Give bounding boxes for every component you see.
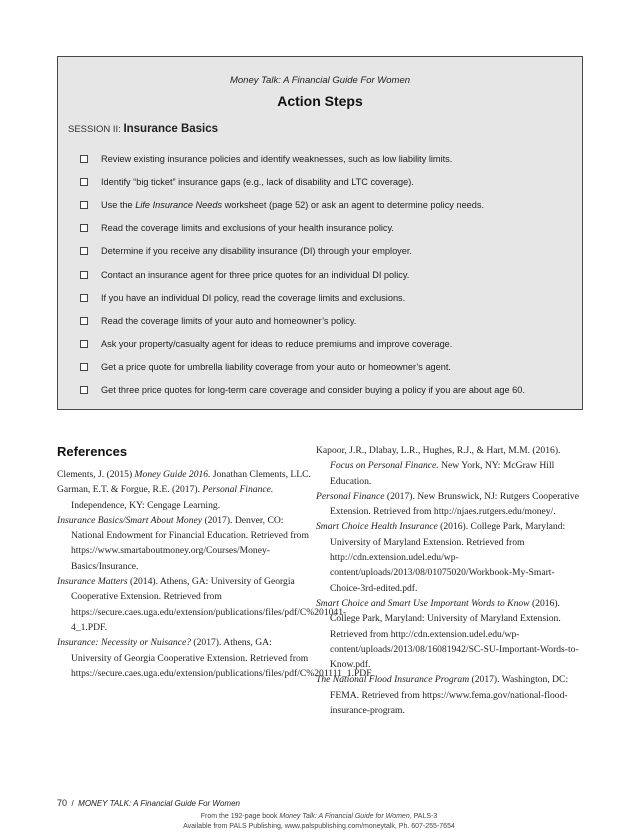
step-text: Contact an insurance agent for three price quotes for an individual DI policy. (101, 269, 410, 280)
step-text: Use the Life Insurance Needs worksheet (page 52) or ask an agent to determine policy needs. (101, 199, 485, 210)
reference-entry: Smart Choice and Smart Use Important Words to Know (2016). College Park, Maryland: University of Maryland Extension. Retrieved from http://cdn.extension.udel.edu/wp-content/uploads/2013/08/16081942/SC-SU-Important-Words-to-Know.pdf. (316, 597, 579, 671)
step-text: Read the coverage limits of your auto and homeowner’s policy. (101, 315, 357, 326)
step-text: Review existing insurance policies and identify weaknesses, such as low liability limits. (101, 153, 453, 164)
step-text: Identify “big ticket” insurance gaps (e.g., lack of disability and LTC coverage). (101, 176, 414, 187)
step-text: If you have an individual DI policy, read the coverage limits and exclusions. (101, 292, 406, 303)
reference-entry: Insurance Matters (2014). Athens, GA: University of Georgia Cooperative Extension. Retrieved from https://secure.caes.uga.edu/extension/publications/files/pdf/C%201041-4_1.PDF. (57, 576, 347, 633)
step-item (80, 356, 576, 379)
step-item (80, 193, 576, 216)
step-item (80, 263, 576, 286)
footer-book-title: MONEY TALK: A Financial Guide For Women (78, 799, 240, 808)
page-number: 70 (57, 798, 68, 808)
session-name: Insurance Basics (123, 123, 219, 135)
reference-entry: Insurance: Necessity or Nuisance? (2017). Athens, GA: University of Georgia Cooperative Extension. Retrieved from https://secure.caes.uga.edu/extension/publications/files/pdf/C%201111_1.PDF. (57, 637, 374, 679)
checkbox-icon[interactable] (80, 224, 88, 232)
checkbox-icon[interactable] (80, 178, 88, 186)
step-text: Get a price quote for umbrella liability coverage from your auto or homeowner’s agent. (101, 362, 451, 373)
action-steps-list (80, 147, 576, 402)
page-footer (57, 798, 240, 808)
checkbox-icon[interactable] (80, 294, 88, 302)
references-left-column (57, 467, 374, 681)
step-item (80, 309, 576, 332)
credit-line-2: Available from PALS Publishing, www.palspublishing.com/moneytalk, Ph. 607-255-7654 (183, 823, 455, 830)
reference-entry: Clements, J. (2015) Money Guide 2016. Jonathan Clements, LLC. (57, 469, 311, 480)
checkbox-icon[interactable] (80, 363, 88, 371)
checkbox-icon[interactable] (80, 201, 88, 209)
references-title: References (57, 444, 128, 459)
session-heading (68, 123, 218, 135)
step-item (80, 333, 576, 356)
reference-entry: Garman, E.T. & Forgue, R.E. (2017). Personal Finance. Independence, KY: Cengage Learning. (57, 484, 274, 511)
box-subtitle: Money Talk: A Financial Guide For Women (229, 75, 411, 86)
session-prefix: SESSION II: (68, 124, 124, 135)
reference-entry: Kapoor, J.R., Dlabay, L.R., Hughes, R.J., & Hart, M.M. (2016). Focus on Personal Finance. New York, NY: McGraw Hill Education. (316, 445, 561, 487)
step-text: Read the coverage limits and exclusions of your health insurance policy. (101, 223, 394, 234)
action-steps-box (57, 56, 583, 410)
footer-separator: / (71, 799, 74, 808)
checkbox-icon[interactable] (80, 271, 88, 279)
step-item (80, 379, 576, 402)
checkbox-icon[interactable] (80, 155, 88, 163)
reference-entry: The National Flood Insurance Program (2017). Washington, DC: FEMA. Retrieved from https://www.fema.gov/national-flood-insurance-program. (316, 674, 569, 717)
checkbox-icon[interactable] (80, 386, 88, 394)
reference-entry: Smart Choice Health Insurance (2016). College Park, Maryland: University of Maryland Extension. Retrieved from http://cdn.extension.udel.edu/wp-content/uploads/2013/08/01075020/Workbook-My-Smart-Choice-3rd-edited.pdf. (316, 521, 566, 594)
step-item (80, 147, 576, 170)
reference-entry: Insurance Basics/Smart About Money (2017). Denver, CO: National Endowment for Financial Education. Retrieved from https://www.smartaboutmoney.org/Courses/Money-Basics/Insurance. (57, 514, 309, 572)
references-right-column (316, 443, 584, 718)
reference-entry: Personal Finance (2017). New Brunswick, NJ: Rutgers Cooperative Extension. Retrieved from http://njaes.rutgers.edu/money/. (316, 490, 579, 518)
step-text: Determine if you receive any disability insurance (DI) through your employer. (101, 246, 412, 257)
step-item (80, 240, 576, 263)
step-item (80, 217, 576, 240)
credit-line-1: From the 192-page book Money Talk: A Financial Guide for Women, PALS-3 (200, 813, 438, 820)
step-item (80, 286, 576, 309)
box-title: Action Steps (277, 93, 363, 109)
checkbox-icon[interactable] (80, 317, 88, 325)
step-text: Ask your property/casualty agent for ideas to reduce premiums and improve coverage. (101, 339, 453, 350)
checkbox-icon[interactable] (80, 340, 88, 348)
step-text: Get three price quotes for long-term care coverage and consider buying a policy if you are about age 60. (101, 385, 525, 396)
step-item (80, 170, 576, 193)
checkbox-icon[interactable] (80, 247, 88, 255)
publisher-credit (0, 812, 638, 832)
